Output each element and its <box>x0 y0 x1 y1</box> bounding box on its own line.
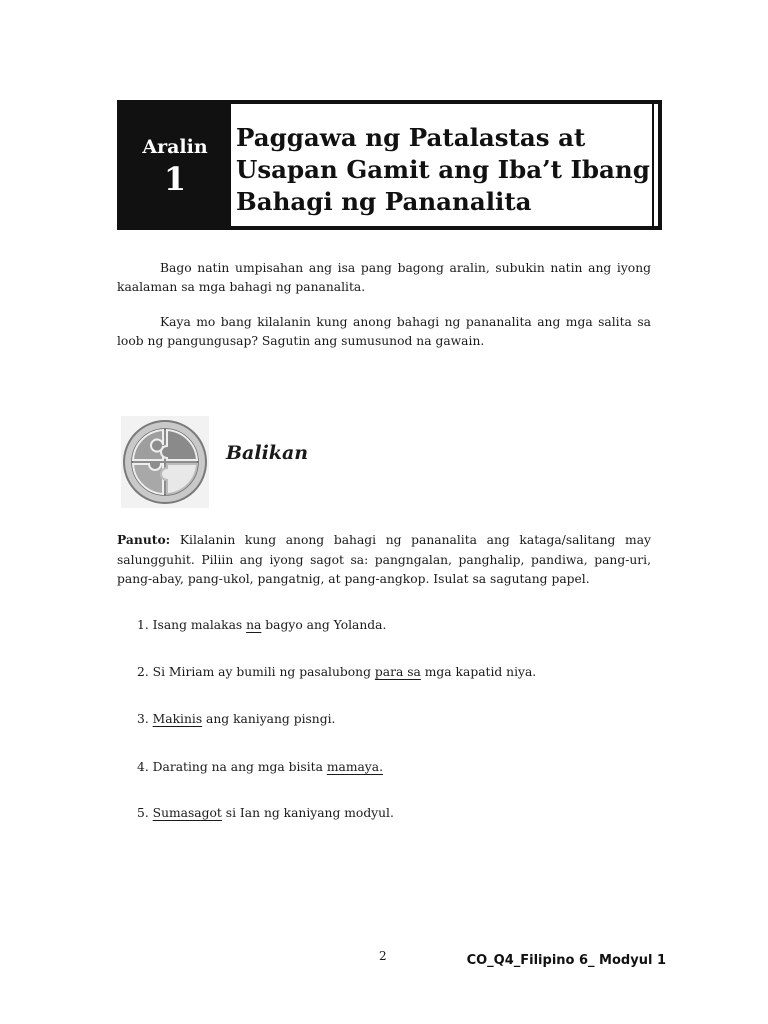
page-number: 2 <box>379 949 387 963</box>
instruction-paragraph <box>117 530 651 590</box>
lesson-title <box>236 122 650 218</box>
list-item: 1. Isang malakas na bagyo ang Yolanda. <box>137 618 387 632</box>
lesson-title-line: Usapan Gamit ang Iba’t Ibang <box>236 155 650 184</box>
instruction-text: Kilalanin kung anong bahagi ng pananalita ang kataga/salitang may salungguhit. Piliin ang iyong sagot sa: pangngalan, panghalip, pandiwa, pang-uri, pang-abay, pang-ukol, pangatnig, at pang-angkop. Isulat sa sagutang papel. <box>117 533 651 586</box>
lesson-title-line: Paggawa ng Patalastas at <box>236 123 586 152</box>
list-item: 3. Makinis ang kaniyang pisngi. <box>137 712 336 726</box>
intro-paragraph-2: Kaya mo bang kilalanin kung anong bahagi ng pananalita ang mga salita sa loob ng pangungusap? Sagutin ang sumusunod na gawain. <box>117 315 651 348</box>
module-code: CO_Q4_Filipino 6_ Modyul 1 <box>466 953 666 968</box>
list-item: 5. Sumasagot si Ian ng kaniyang modyul. <box>137 806 394 820</box>
list-item: 2. Si Miriam ay bumili ng pasalubong para sa mga kapatid niya. <box>137 665 537 679</box>
lesson-number: 1 <box>163 160 187 198</box>
intro-paragraph-1: Bago natin umpisahan ang isa pang bagong aralin, subukin natin ang iyong kaalaman sa mga bahagi ng pananalita. <box>117 261 651 294</box>
list-item: 4. Darating na ang mga bisita mamaya. <box>137 760 383 774</box>
lesson-header <box>117 100 662 230</box>
lesson-title-line: Bahagi ng Pananalita <box>236 187 532 216</box>
instruction-label: Panuto: <box>117 532 171 547</box>
lesson-badge <box>121 104 229 226</box>
lesson-label: Aralin <box>142 136 208 158</box>
title-border-rule <box>652 104 654 226</box>
puzzle-icon <box>121 416 209 508</box>
lesson-title-area <box>229 104 658 226</box>
section-title: Balikan <box>226 442 309 464</box>
